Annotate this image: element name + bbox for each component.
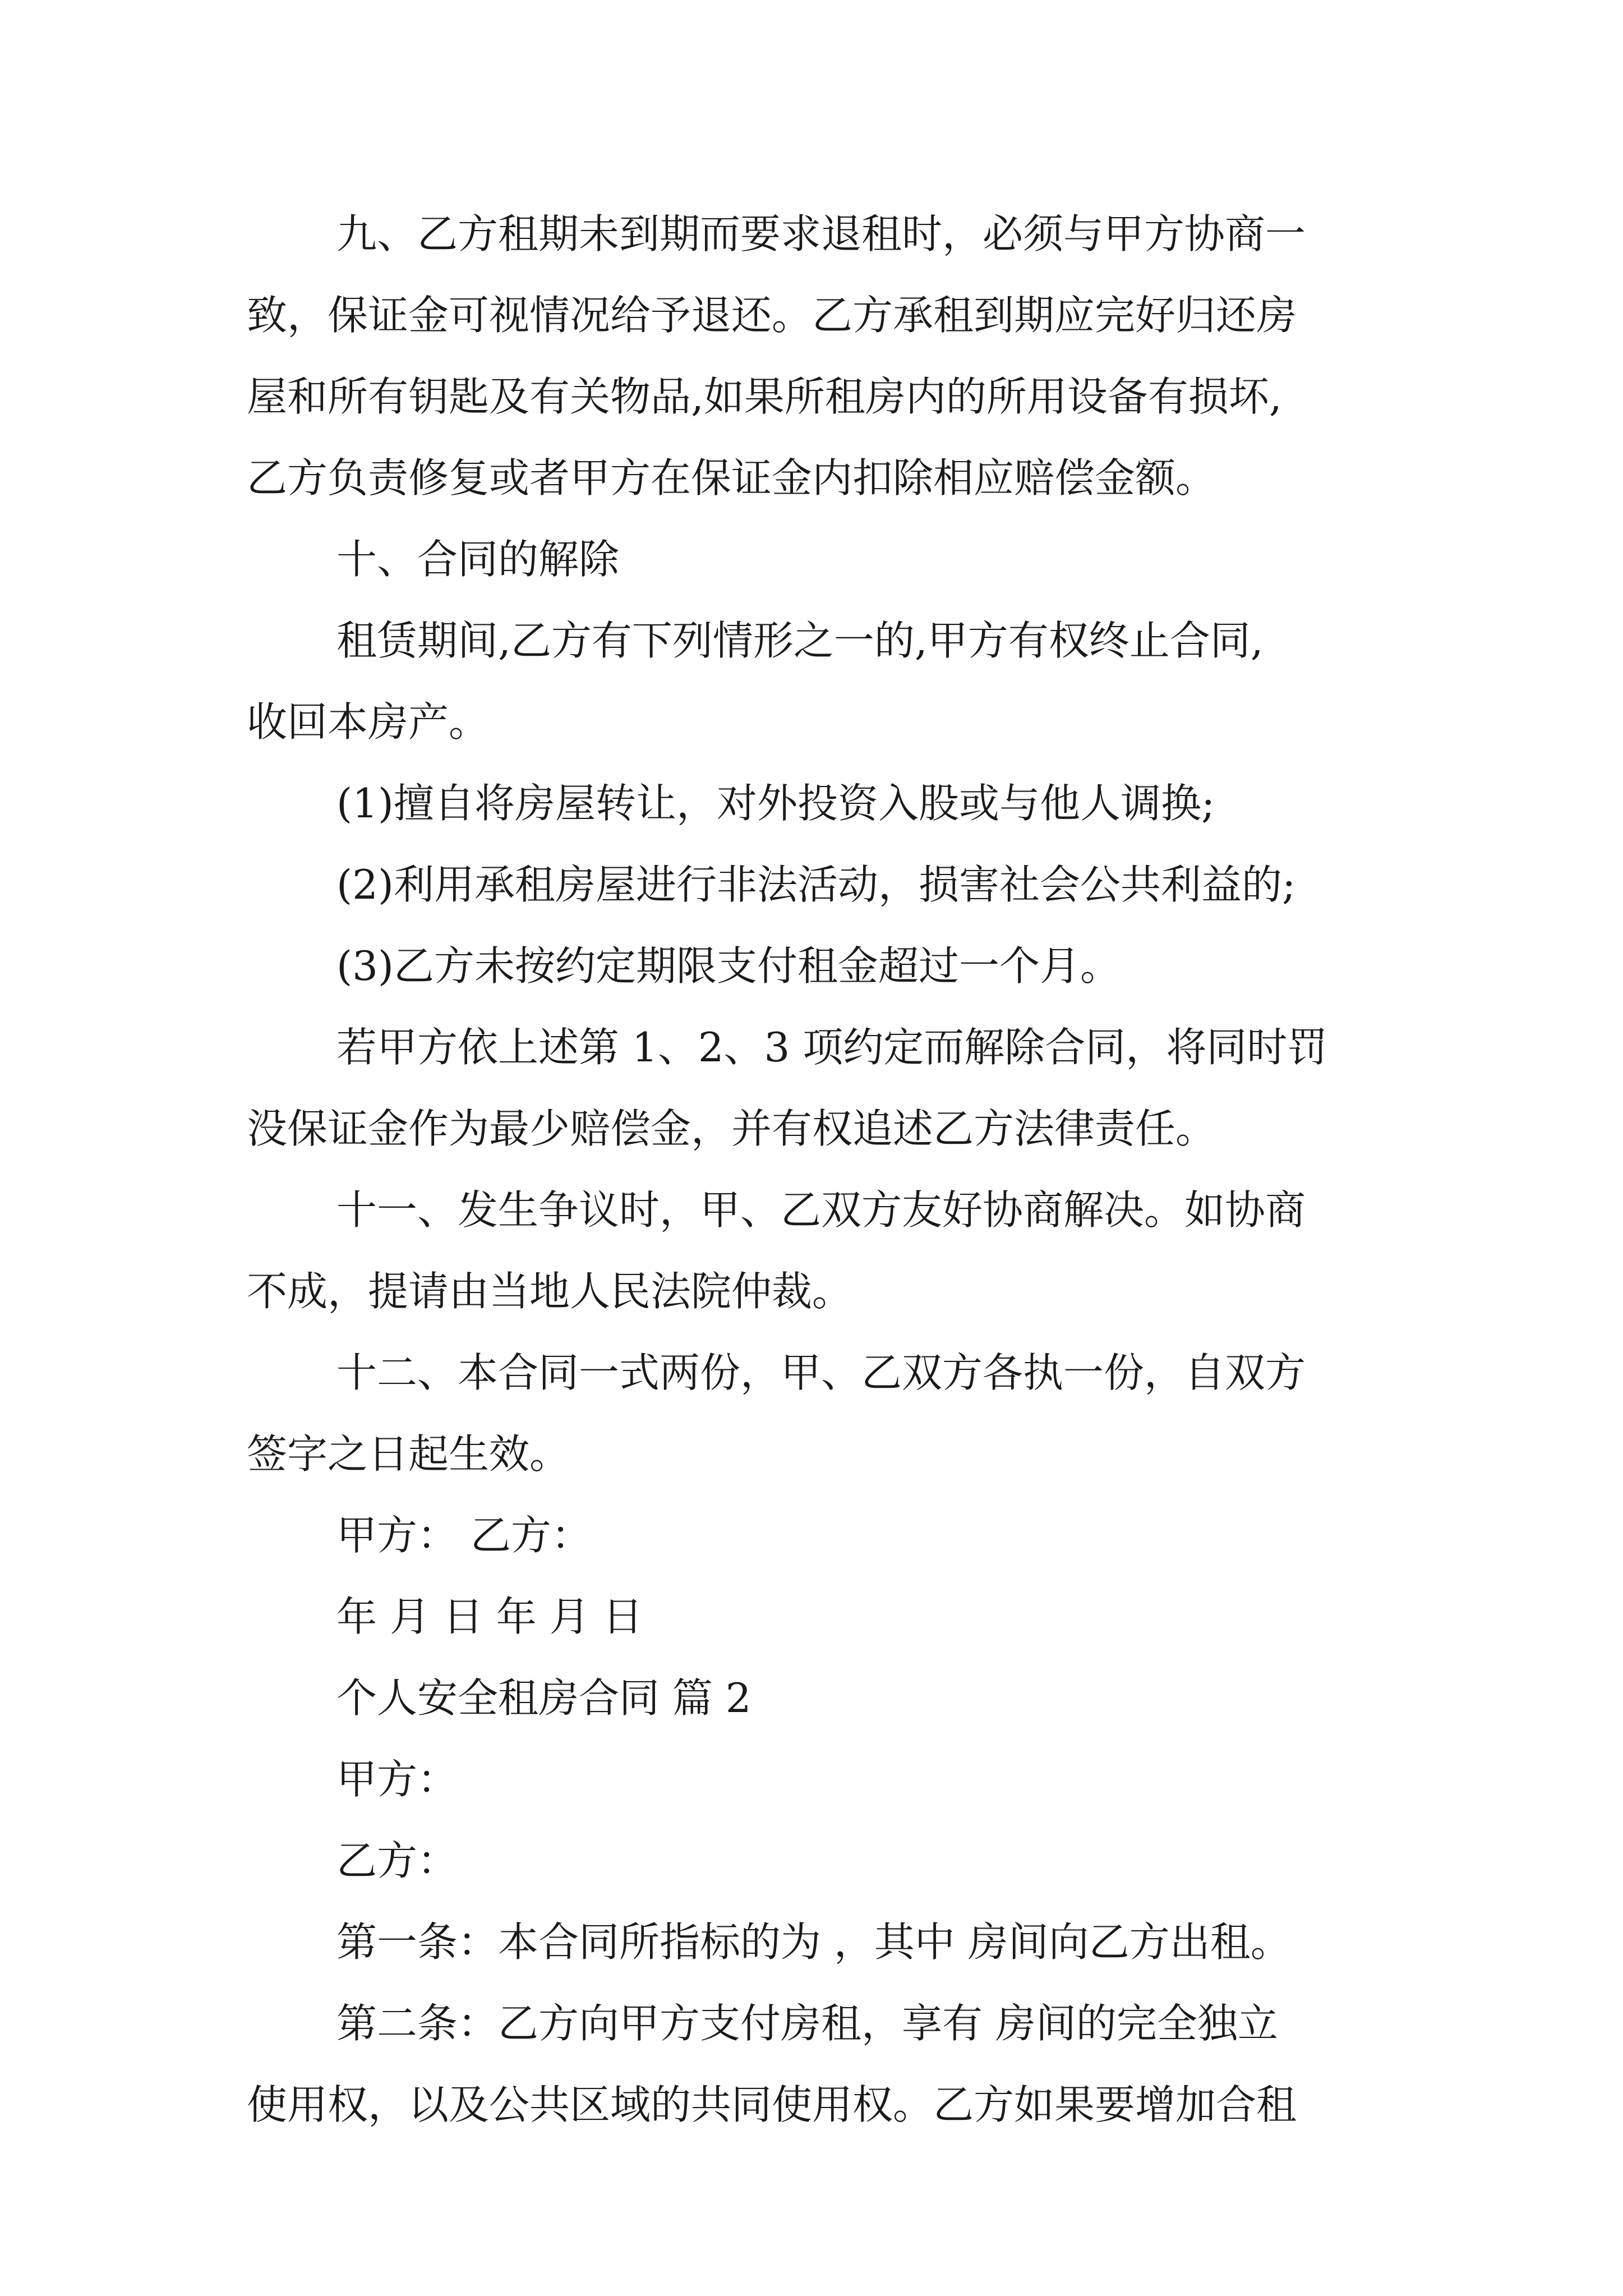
contract-body-text [247, 194, 1413, 2146]
section-heading: 十、合同的解除 [336, 536, 620, 583]
text-line: 没保证金作为最少赔偿金，并有权追述乙方法律责任。 [247, 1105, 1216, 1152]
text-line: 收回本房产。 [247, 698, 490, 746]
signature-dates: 年 月 日 年 月 日 [336, 1593, 643, 1640]
list-item: (1)擅自将房屋转让，对外投资入股或与他人调换; [336, 780, 1215, 827]
signature-parties: 甲方： 乙方： [336, 1512, 592, 1559]
text-line: 九、乙方租期未到期而要求退租时，必须与甲方协商一 [336, 210, 1306, 257]
party-a-label: 甲方： [336, 1756, 458, 1803]
text-line: 十二、本合同一式两份，甲、乙双方各执一份，自双方 [336, 1349, 1306, 1396]
party-b-label: 乙方： [336, 1837, 458, 1884]
list-item: (3)乙方未按约定期限支付租金超过一个月。 [336, 942, 1121, 990]
text-line: 不成，提请由当地人民法院仲裁。 [247, 1268, 853, 1315]
text-line: 使用权，以及公共区域的共同使用权。乙方如果要增加合租 [247, 2081, 1297, 2128]
text-line: 十一、发生争议时，甲、乙双方友好协商解决。如协商 [336, 1186, 1306, 1234]
article-line: 第一条：本合同所指标的为 ，其中 房间向乙方出租。 [336, 1918, 1291, 1966]
text-line: 屋和所有钥匙及有关物品,如果所租房内的所用设备有损坏, [247, 373, 1282, 420]
text-line: 致，保证金可视情况给予退还。乙方承租到期应完好归还房 [247, 292, 1297, 339]
article-line: 第二条：乙方向甲方支付房租，享有 房间的完全独立 [336, 2000, 1278, 2047]
text-line: 乙方负责修复或者甲方在保证金内扣除相应赔偿金额。 [247, 454, 1216, 501]
list-item: (2)利用承租房屋进行非法活动，损害社会公共利益的; [336, 861, 1296, 908]
text-line: 签字之日起生效。 [247, 1430, 570, 1478]
contract-title: 个人安全租房合同 篇 2 [336, 1674, 751, 1722]
text-line: 若甲方依上述第 1、2、3 项约定而解除合同，将同时罚 [336, 1024, 1328, 1071]
text-line: 租赁期间,乙方有下列情形之一的,甲方有权终止合同, [336, 617, 1264, 664]
